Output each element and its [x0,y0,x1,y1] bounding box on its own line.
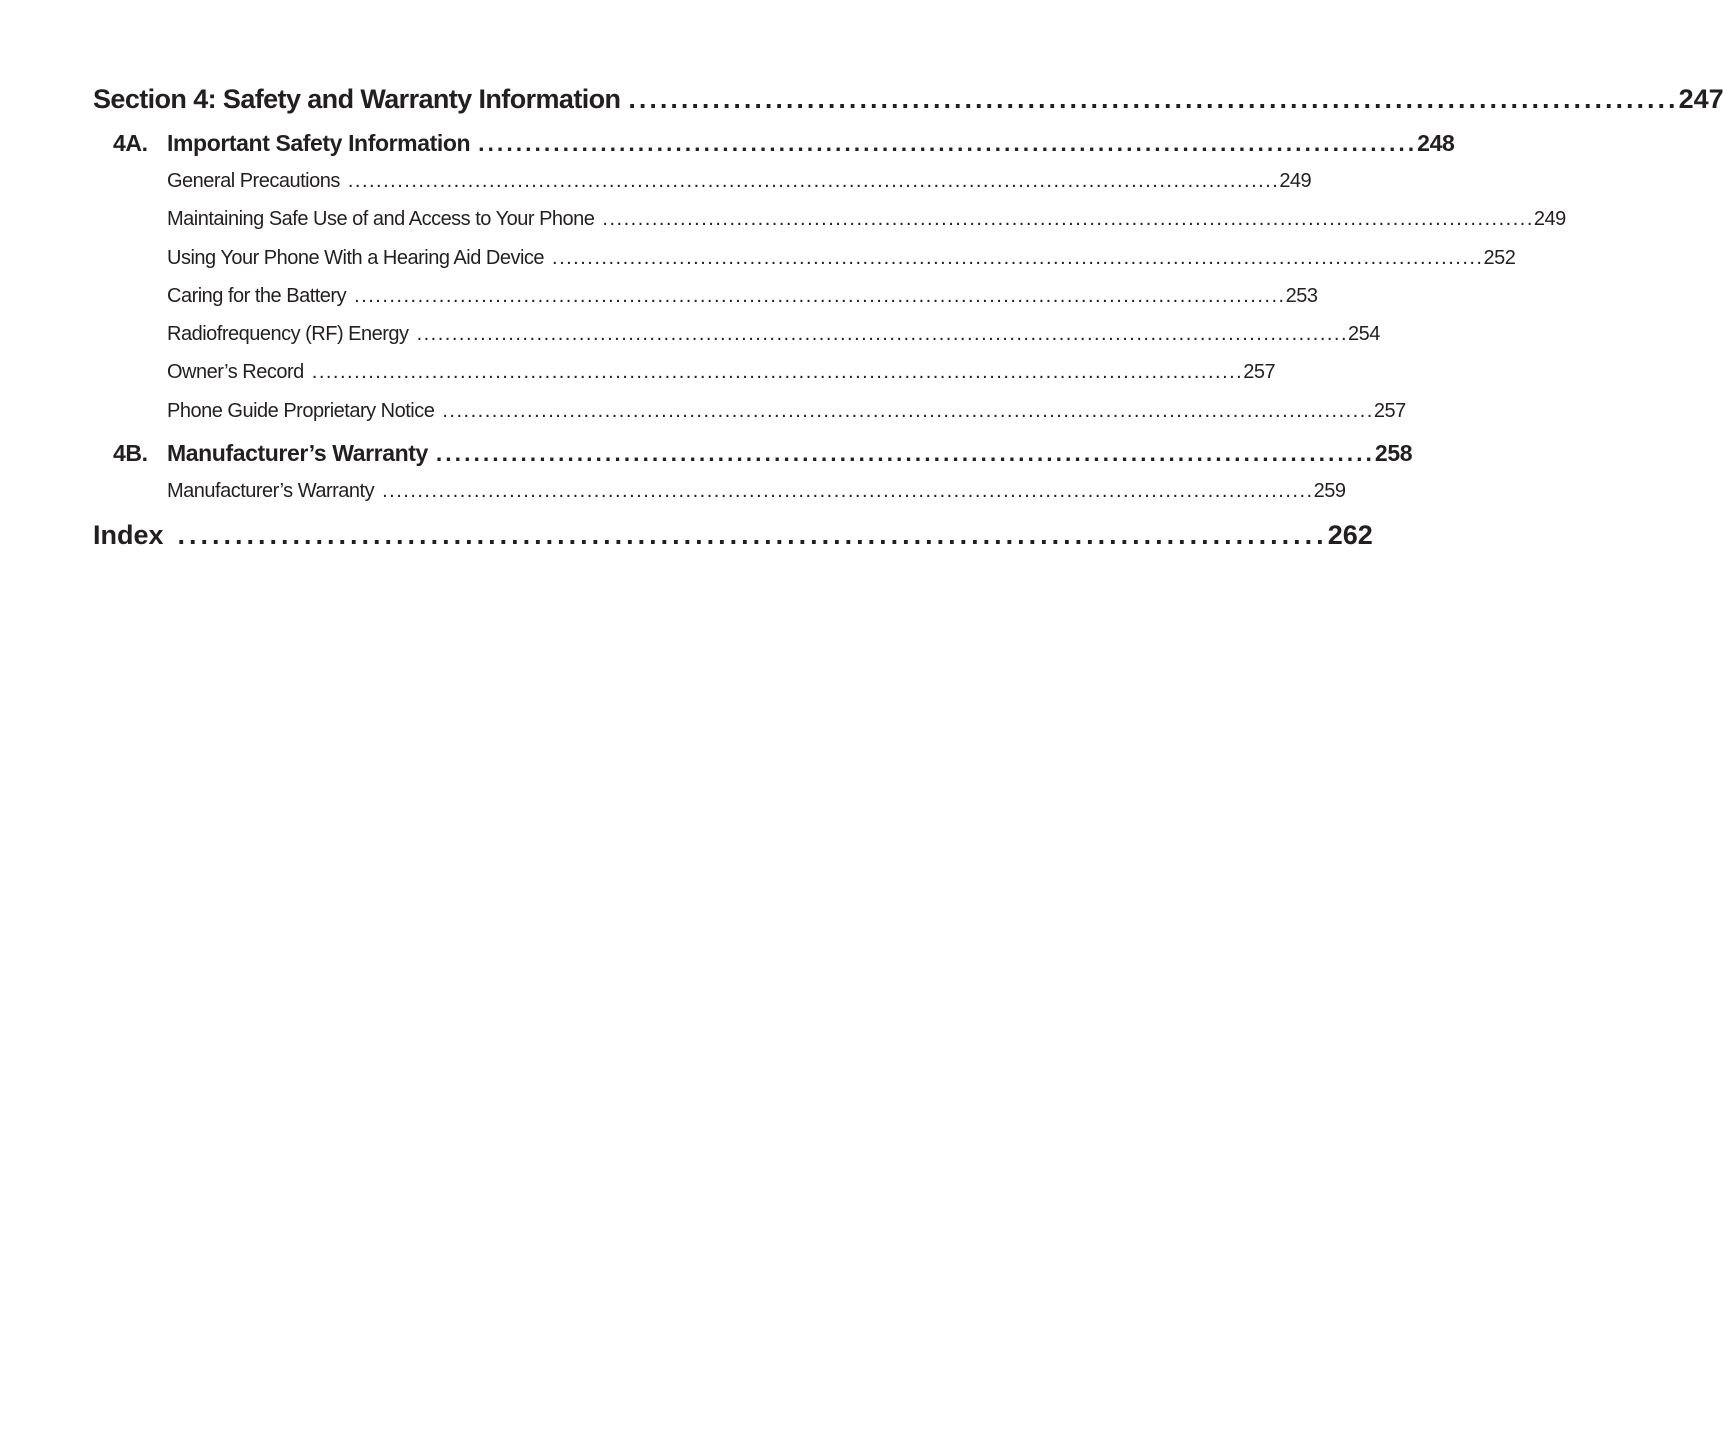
toc-topic-title: Radiofrequency (RF) Energy [167,323,409,346]
toc-index-title: Index [93,520,164,551]
toc-chapter-number: 4B. [113,440,148,467]
toc-topic-title: Maintaining Safe Use of and Access to Your Phone [167,208,595,231]
toc-chapter-page: 248 [1417,130,1455,156]
dot-leader: .................................................................................................... [177,520,1328,551]
toc-topic-entry[interactable] [93,399,1406,438]
toc-topic-title: Owner’s Record [167,361,304,384]
toc-topic-entry[interactable] [93,480,1346,518]
toc-topic-page: 249 [1533,208,1566,231]
dot-leader: .................................................................................................................................... [354,284,1286,307]
toc-topic-entry[interactable] [93,323,1380,361]
toc-topic-entry[interactable] [93,170,1312,208]
dot-leader: .................................................................................................... [435,440,1375,467]
dot-leader: .................................................................................................................................... [552,246,1484,269]
toc-chapter-title: Important Safety Information [167,130,471,156]
toc-topic-entry[interactable] [93,208,1566,246]
toc-section-entry[interactable] [93,84,1724,130]
toc-topic-page: 257 [1373,399,1406,422]
toc-chapter-page: 258 [1374,440,1413,467]
toc-topic-title: Phone Guide Proprietary Notice [167,399,435,422]
dot-leader: .................................................................................................................................... [382,480,1314,503]
dot-leader: .................................................................................................................................... [311,361,1244,384]
toc-topic-title: Caring for the Battery [167,284,347,307]
toc-topic-entry[interactable] [93,361,1276,399]
dot-leader: .................................................................................................................................... [602,208,1534,231]
toc-chapter-title: Manufacturer’s Warranty [167,440,428,467]
toc-chapter-entry-4a[interactable] [93,130,1455,170]
toc-chapter-number: 4A. [113,130,148,156]
toc-chapter-entry-4b[interactable] [93,440,1413,480]
dot-leader: .................................................................................................................................... [416,323,1349,346]
toc-topic-page: 254 [1348,323,1380,346]
dot-leader: .................................................................................................... [478,130,1418,156]
toc-topic-title: General Precautions [167,170,340,192]
toc-topic-entry[interactable] [93,284,1318,323]
toc-topic-page: 257 [1243,361,1276,384]
toc-topic-page: 259 [1313,480,1346,503]
table-of-contents [93,84,1724,566]
toc-section-title: Section 4: Safety and Warranty Information [93,84,621,114]
toc-topic-title: Using Your Phone With a Hearing Aid Device [167,246,545,269]
dot-leader: .................................................................................................................................... [442,399,1374,422]
dot-leader: .................................................................................................... [628,84,1679,114]
toc-topic-page: 249 [1279,170,1312,192]
toc-section-page: 247 [1678,84,1724,114]
toc-topic-page: 252 [1483,246,1516,269]
toc-topic-page: 253 [1285,284,1318,307]
toc-index-entry[interactable] [93,520,1373,566]
toc-topic-entry[interactable] [93,246,1516,285]
toc-topic-title: Manufacturer’s Warranty [167,480,375,503]
dot-leader: .................................................................................................................................... [347,170,1280,192]
toc-index-page: 262 [1327,520,1373,551]
